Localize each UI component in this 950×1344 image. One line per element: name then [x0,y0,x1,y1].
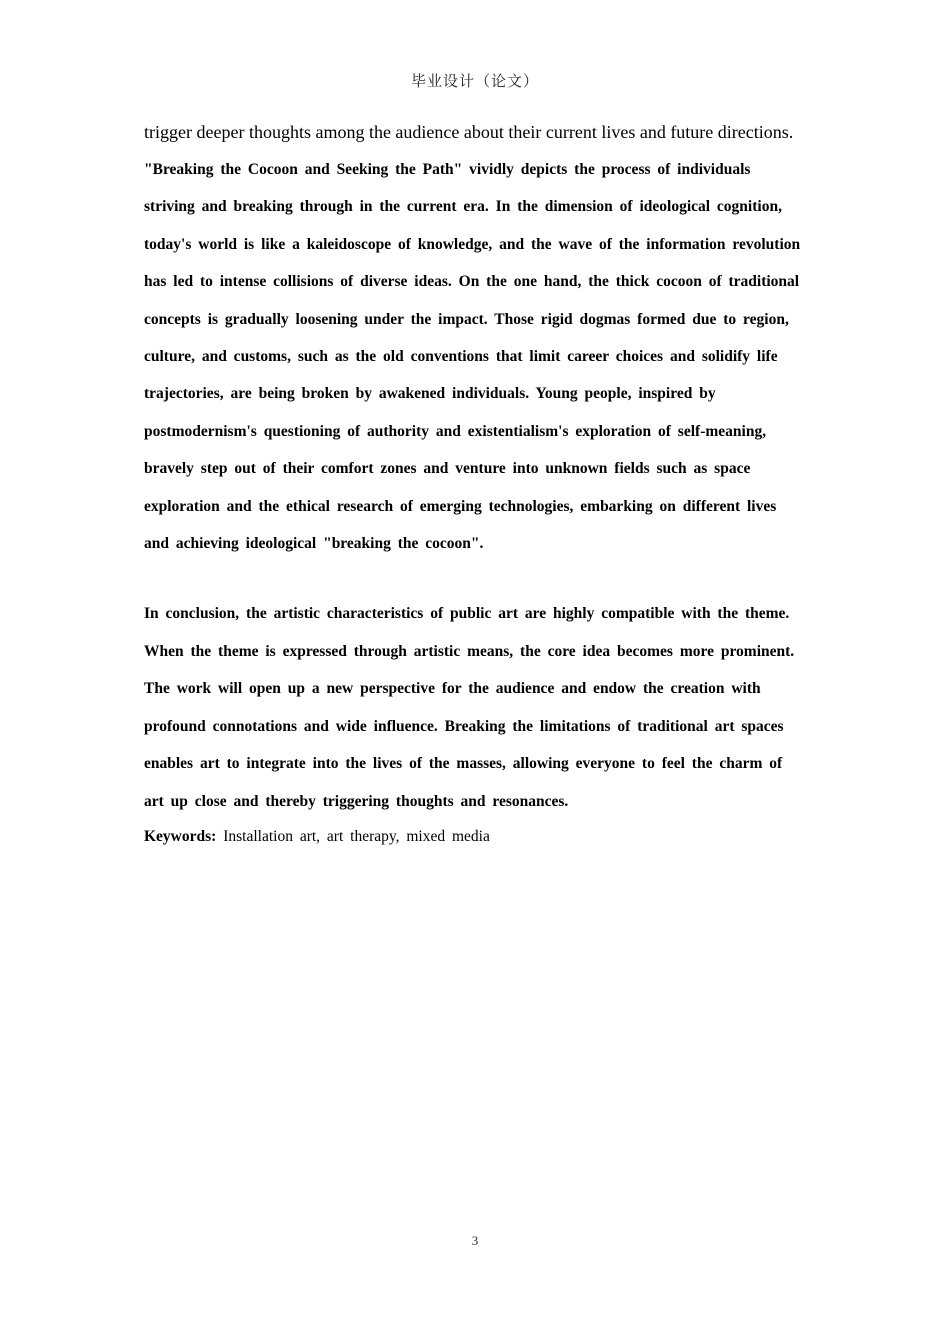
intro-paragraph: trigger deeper thoughts among the audience about their current lives and future directions. [144,122,794,142]
document-body [144,113,802,854]
keywords-line [144,820,802,854]
page-number: 3 [471,1233,479,1248]
running-header: 毕业设计（论文） [410,74,539,90]
keywords-label: Keywords: [144,827,217,845]
keywords-value: Installation art, art therapy, mixed media [223,827,490,845]
paragraph-breaking-cocoon: "Breaking the Cocoon and Seeking the Path" vividly depicts the process of individuals striving and breaking through in the current era. In the dimension of ideological cognition, today's world is like a kaleidoscope of knowledge, and the wave of the information revolution has led to intense collisions of diverse ideas. On the one hand, the thick cocoon of traditional concepts is gradually loosening under the impact. Those rigid dogmas formed due to region, culture, and customs, such as the old conventions that limit career choices and solidify life trajectories, are being broken by awakened individuals. Young people, inspired by postmodernism's questioning of authority and existentialism's exploration of self-meaning, bravely step out of their comfort zones and venture into unknown fields such as space exploration and the ethical research of emerging technologies, embarking on different lives and achieving ideological "breaking the cocoon". [144,161,801,553]
paragraph-conclusion: In conclusion, the artistic characteristics of public art are highly compatible with the theme. When the theme is expressed through artistic means, the core idea becomes more prominent. The work will open up a new perspective for the audience and endow the creation with profound connotations and wide influence. Breaking the limitations of traditional art spaces enables art to integrate into the lives of the masses, allowing everyone to feel the charm of art up close and thereby triggering thoughts and resonances. [144,605,795,810]
